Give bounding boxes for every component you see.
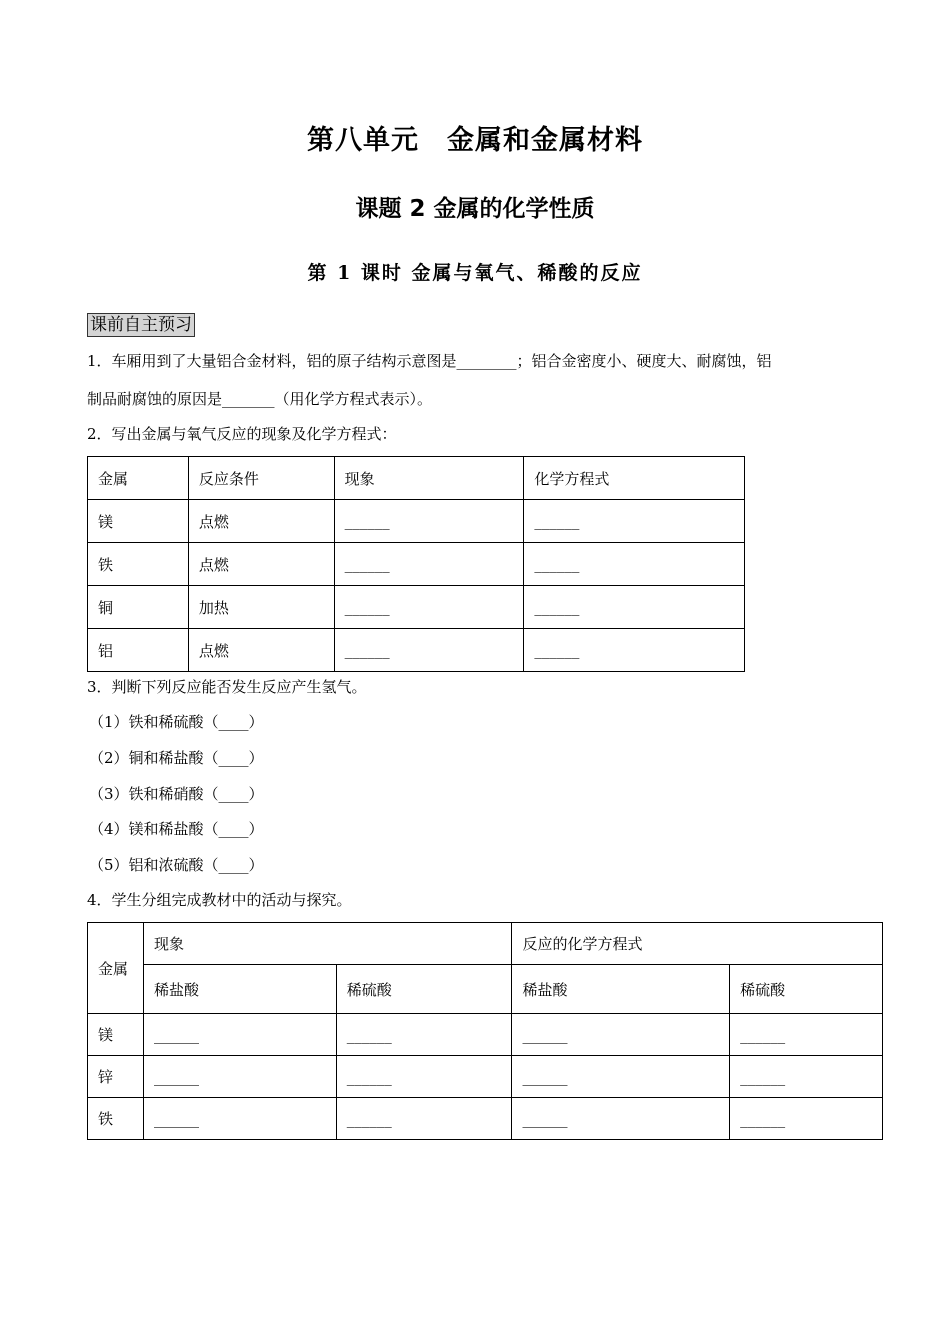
lesson-title: 课题 2 金属的化学性质: [355, 196, 595, 222]
metal-acid-table: [87, 922, 883, 1140]
metal-cell: 铜: [88, 586, 189, 629]
question-3-item[interactable]: （4）镁和稀盐酸（____）: [89, 820, 264, 838]
metal-cell: 铁: [88, 1098, 144, 1140]
answer-blank[interactable]: ______: [336, 1014, 512, 1056]
answer-blank[interactable]: ______: [512, 1098, 730, 1140]
question-1-line-2: 制品耐腐蚀的原因是_______（用化学方程式表示）。: [87, 390, 433, 408]
metal-header: 金属: [88, 923, 144, 1014]
section-label: 课前自主预习: [87, 313, 195, 337]
header-cell: 金属: [88, 457, 189, 500]
answer-blank[interactable]: ______: [512, 1014, 730, 1056]
answer-blank[interactable]: ______: [336, 1056, 512, 1098]
phenomenon-blank[interactable]: ______: [334, 543, 524, 586]
answer-blank[interactable]: ______: [336, 1098, 512, 1140]
question-1-line-1: 1．车厢用到了大量铝合金材料，铝的原子结构示意图是________；铝合金密度小、硬度大、耐腐蚀，铝: [87, 352, 772, 370]
answer-blank[interactable]: ______: [143, 1014, 336, 1056]
header-cell: 反应条件: [188, 457, 334, 500]
equation-blank[interactable]: ______: [524, 500, 745, 543]
phenomenon-header: 现象: [143, 923, 512, 965]
acid-header: 稀硫酸: [730, 965, 883, 1014]
metal-cell: 锌: [88, 1056, 144, 1098]
equation-blank[interactable]: ______: [524, 543, 745, 586]
table-row: [88, 1098, 883, 1140]
question-3-text: 3．判断下列反应能否发生反应产生氢气。: [87, 678, 367, 696]
table-row: [88, 543, 745, 586]
question-3-item[interactable]: （3）铁和稀硝酸（____）: [89, 785, 264, 803]
question-4-text: 4．学生分组完成教材中的活动与探究。: [87, 891, 352, 909]
answer-blank[interactable]: ______: [730, 1056, 883, 1098]
question-3-item[interactable]: （2）铜和稀盐酸（____）: [89, 749, 264, 767]
question-2-text: 2．写出金属与氧气反应的现象及化学方程式：: [87, 425, 397, 443]
condition-cell: 点燃: [188, 500, 334, 543]
condition-cell: 加热: [188, 586, 334, 629]
header-cell: 化学方程式: [524, 457, 745, 500]
acid-header: 稀盐酸: [143, 965, 336, 1014]
equation-header: 反应的化学方程式: [512, 923, 883, 965]
phenomenon-blank[interactable]: ______: [334, 586, 524, 629]
table-header-row: [88, 457, 745, 500]
answer-blank[interactable]: ______: [143, 1098, 336, 1140]
metal-cell: 铝: [88, 629, 189, 672]
condition-cell: 点燃: [188, 629, 334, 672]
condition-cell: 点燃: [188, 543, 334, 586]
period-title: 第 1 课时 金属与氧气、稀酸的反应: [307, 262, 643, 284]
table-row: [88, 586, 745, 629]
phenomenon-blank[interactable]: ______: [334, 500, 524, 543]
metal-cell: 铁: [88, 543, 189, 586]
unit-title: 第八单元 金属和金属材料: [307, 125, 643, 156]
question-3-item[interactable]: （5）铝和浓硫酸（____）: [89, 856, 264, 874]
metal-oxygen-table: [87, 456, 745, 672]
acid-header: 稀硫酸: [336, 965, 512, 1014]
equation-blank[interactable]: ______: [524, 629, 745, 672]
table-subheader-row: [88, 965, 883, 1014]
equation-blank[interactable]: ______: [524, 586, 745, 629]
table-header-row: [88, 923, 883, 965]
answer-blank[interactable]: ______: [512, 1056, 730, 1098]
answer-blank[interactable]: ______: [730, 1098, 883, 1140]
metal-cell: 镁: [88, 1014, 144, 1056]
table-row: [88, 1014, 883, 1056]
acid-header: 稀盐酸: [512, 965, 730, 1014]
metal-cell: 镁: [88, 500, 189, 543]
question-3-item[interactable]: （1）铁和稀硫酸（____）: [89, 713, 264, 731]
table-row: [88, 629, 745, 672]
phenomenon-blank[interactable]: ______: [334, 629, 524, 672]
table-row: [88, 500, 745, 543]
answer-blank[interactable]: ______: [143, 1056, 336, 1098]
table-row: [88, 1056, 883, 1098]
answer-blank[interactable]: ______: [730, 1014, 883, 1056]
header-cell: 现象: [334, 457, 524, 500]
